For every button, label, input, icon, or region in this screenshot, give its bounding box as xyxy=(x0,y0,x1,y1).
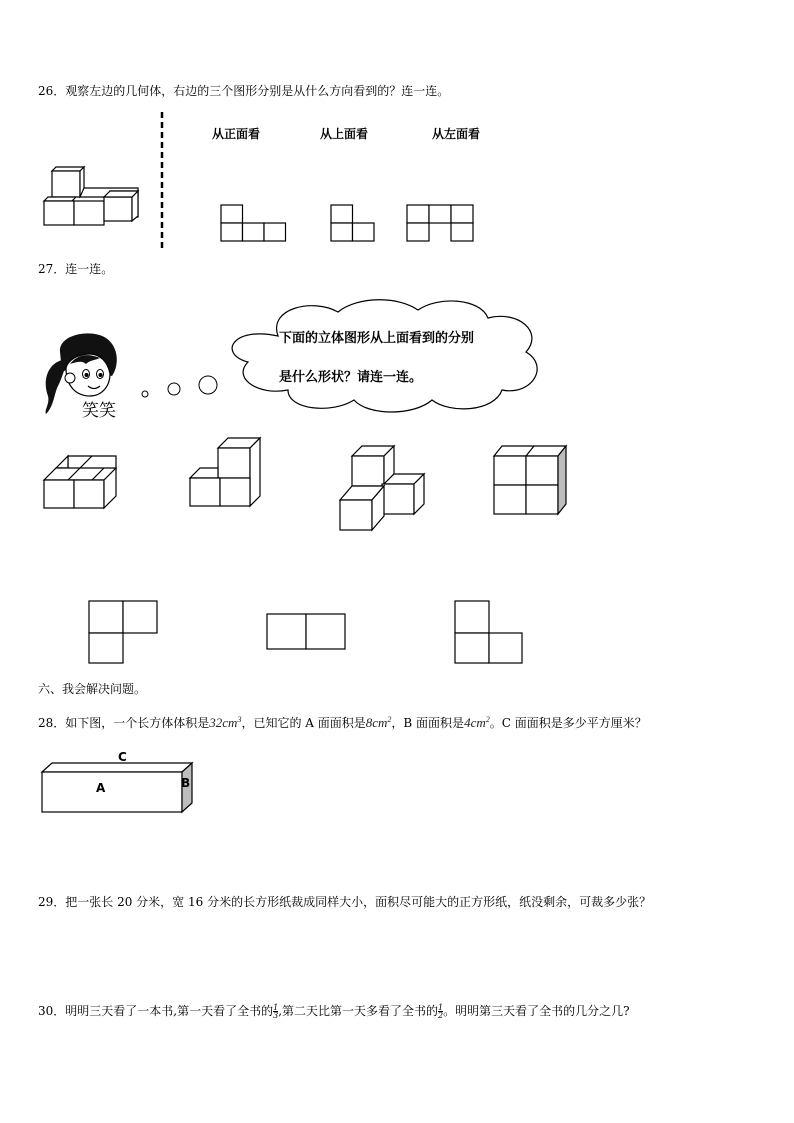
q27-solid-1 xyxy=(40,450,130,514)
q27-text: 27．连一连。 xyxy=(38,262,114,276)
q27-solid-4 xyxy=(490,444,570,518)
q26-label-left: 从左面看 xyxy=(432,127,481,141)
q27-top-view-3 xyxy=(454,600,526,666)
q26-label-top: 从上面看 xyxy=(320,127,369,141)
q28-mid2: ，B 面面积是 xyxy=(391,716,465,730)
bubble-text-line2: 是什么形状？请连一连。 xyxy=(279,370,423,385)
q27-solid-3 xyxy=(336,444,430,534)
q29-text: 29．把一张长 20 分米，宽 16 分米的长方形纸裁成同样大小，面积尽可能大的正方形纸，纸没剩余，可裁多少张？ xyxy=(38,895,652,909)
q27-top-view-1 xyxy=(88,600,160,666)
q26-solid-figure xyxy=(40,168,140,228)
q28-face-c-label: C xyxy=(118,750,127,764)
q28-volume: $32cm^3$ xyxy=(209,715,242,730)
speech-cloud xyxy=(218,296,550,416)
q28-text xyxy=(38,712,647,731)
q28-prefix: 28．如下图，一个长方体体积是 xyxy=(38,716,210,730)
q30-part2: ,第二天比第一天多看了全书的 xyxy=(278,1004,439,1018)
q26-label-front: 从正面看 xyxy=(212,127,261,141)
q28-suffix: 。C 面面积是多少平方厘米？ xyxy=(489,716,647,730)
q30-part1: 30．明明三天看了一本书,第一天看了全书的 xyxy=(38,1004,274,1018)
section-6-title: 六、我会解决问题。 xyxy=(38,682,147,696)
q28-area-a: $8cm^2$ xyxy=(365,715,392,730)
q26-view-shape-1 xyxy=(220,204,290,244)
q28-cuboid xyxy=(40,760,196,816)
bubble-text-line1: 下面的立体图形从上面看到的分别 xyxy=(279,331,475,346)
q27-top-view-2 xyxy=(266,613,348,653)
girl-name: 笑笑 xyxy=(82,401,116,421)
q26-view-shape-3 xyxy=(406,204,476,244)
q30-fraction-2: $\frac{1}{2}$ xyxy=(438,1003,444,1020)
q28-face-a-label: A xyxy=(96,781,106,795)
q28-face-b-label: B xyxy=(181,776,191,790)
q26-text: 26．观察左边的几何体，右边的三个图形分别是从什么方向看到的？连一连。 xyxy=(38,84,450,98)
q30-text xyxy=(38,1003,630,1019)
q28-mid1: ，已知它的 A 面面积是 xyxy=(241,716,366,730)
q26-divider xyxy=(160,112,164,252)
q28-area-b: $4cm^2$ xyxy=(464,715,490,730)
thought-bubble-dots xyxy=(140,374,220,400)
q30-part3: 。明明第三天看了全书的几分之几? xyxy=(443,1004,630,1018)
q26-view-shape-2 xyxy=(330,204,380,244)
q27-solid-2 xyxy=(186,434,266,514)
q30-fraction-1: $\frac{1}{3}$ xyxy=(273,1003,279,1020)
